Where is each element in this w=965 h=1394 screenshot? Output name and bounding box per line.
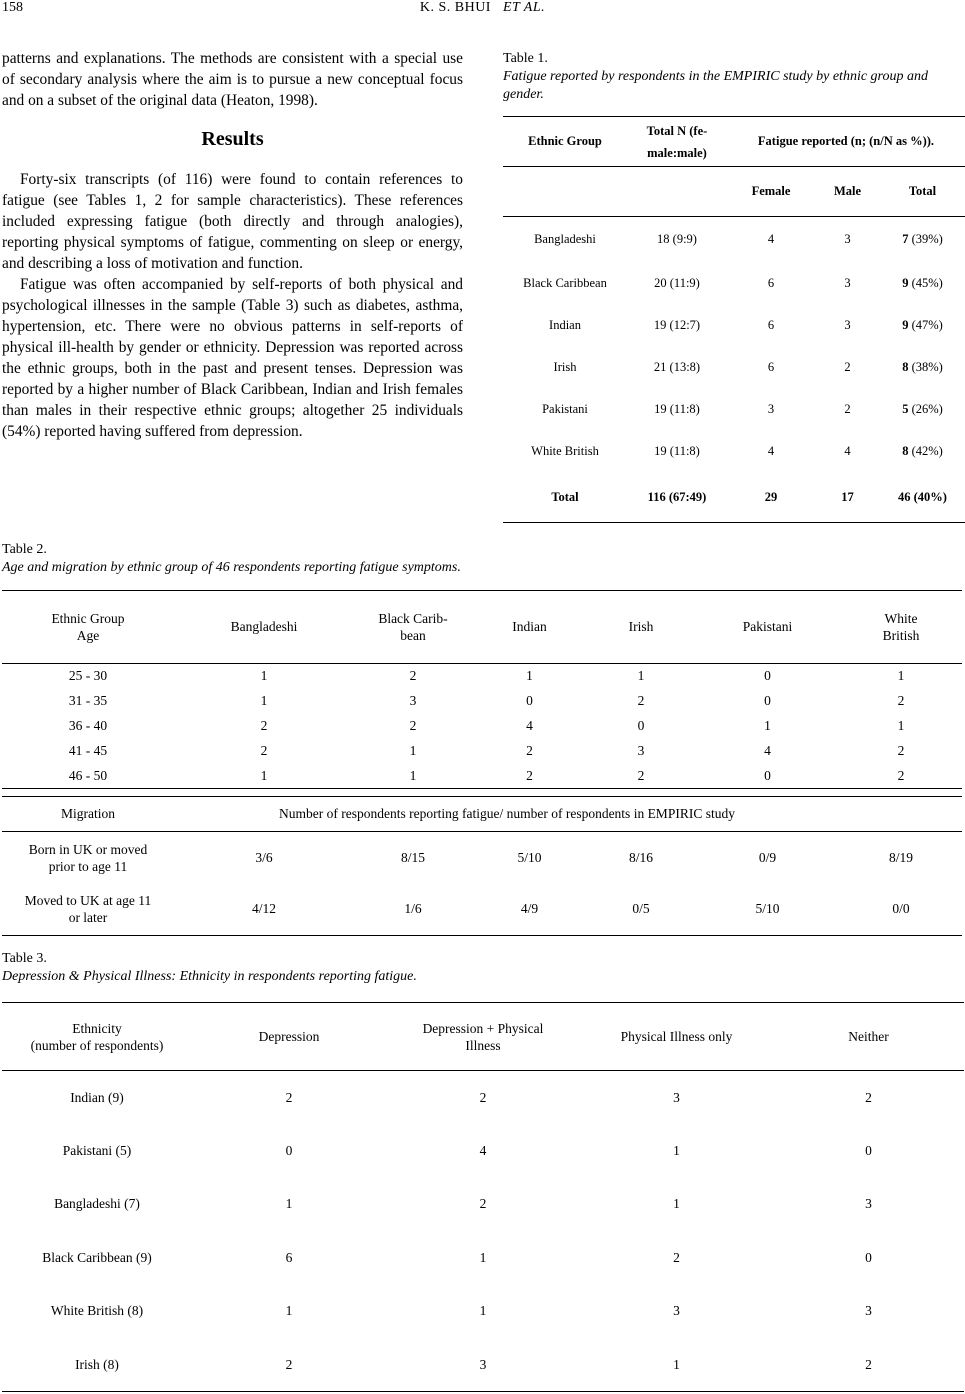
t3-cell-ethnicity: Irish (8) — [75, 1356, 119, 1372]
t2-migration-cell: 8/19 — [888, 849, 913, 865]
t1-cell-total — [880, 347, 965, 389]
t3-cell-value: 3 — [673, 1089, 680, 1105]
t1-cell-female: 4 — [767, 444, 775, 458]
t2-migration-row — [2, 832, 962, 884]
t3-cell-ethnicity: Pakistani (5) — [62, 1142, 132, 1158]
t2-migration-cell: 4/12 — [174, 884, 354, 936]
t2-header-irish: Irish — [587, 591, 695, 664]
t2-age-label: 46 - 50 — [2, 764, 174, 789]
t2-age-cell: 1 — [260, 668, 268, 684]
t2-age-cell: 4 — [764, 743, 771, 758]
t3-cell-value: 2 — [285, 1356, 293, 1372]
t2-age-cell: 2 — [897, 743, 905, 758]
t1-cell-n: 21 (13:8) — [653, 360, 701, 374]
t1-total-total: 46 (40%) — [898, 489, 947, 504]
t2-age-label: 31 - 35 — [68, 693, 108, 708]
t1-row — [503, 305, 965, 347]
t2-age-row — [2, 739, 962, 764]
t3-cell-ethnicity: Black Caribbean (9) — [42, 1249, 152, 1265]
t2-age-cell: 1 — [526, 668, 533, 684]
t1-cell-total — [880, 217, 965, 263]
t3-cell-value: 1 — [285, 1303, 293, 1319]
t3-row — [2, 1071, 964, 1125]
t1-cell-female: 4 — [767, 232, 775, 247]
t3-cell-value: 2 — [865, 1089, 872, 1105]
table2-label: Table 2. — [2, 542, 47, 557]
t1-cell-male: 3 — [844, 318, 851, 332]
t1-sub-total: Total — [908, 184, 937, 198]
t3-cell-value: 3 — [865, 1196, 872, 1212]
t2-corner — [2, 591, 174, 664]
t2-age-cell: 1 — [897, 718, 905, 733]
t2-header-bangladeshi: Bangladeshi — [174, 591, 354, 664]
table3-caption — [2, 950, 962, 986]
t1-total-label: Total — [551, 489, 579, 504]
t2-migration-cell: 3/6 — [255, 849, 273, 865]
t1-cell-n: 19 (11:8) — [654, 444, 700, 458]
t3-cell-value: 1 — [479, 1303, 487, 1319]
t3-cell-value: 2 — [865, 1356, 872, 1372]
table3-label: Table 3. — [2, 951, 47, 966]
t2-migration-note: Number of respondents reporting fatigue/ number of respondents in EMPIRIC study — [174, 797, 840, 832]
table1-title: Fatigue reported by respondents in the EMPIRIC study by ethnic group and gender. — [503, 69, 928, 102]
body-text-column — [2, 48, 463, 442]
t2-migration-cell: 1/6 — [354, 884, 472, 936]
t1-cell-female: 6 — [767, 360, 775, 374]
page-number: 158 — [2, 0, 23, 15]
t2-age-cell: 2 — [472, 764, 587, 789]
t2-age-cell: 0 — [526, 693, 533, 708]
t3-cell-value: 0 — [865, 1249, 872, 1265]
t2-age-cell: 2 — [526, 743, 533, 758]
t1-cell-total-pct: (45%) — [908, 276, 943, 290]
t1-cell-female: 6 — [767, 318, 775, 332]
table3-title: Depression & Physical Illness: Ethnicity in respondents reporting fatigue. — [2, 969, 417, 984]
t1-total-male: 17 — [841, 489, 854, 504]
running-header — [0, 0, 965, 16]
t1-cell-total — [880, 263, 965, 305]
t1-total-n: 116 (67:49) — [647, 489, 707, 504]
table2 — [2, 590, 962, 936]
t2-age-cell: 1 — [637, 668, 645, 684]
paragraph-results-1: Forty-six transcripts (of 116) were found to contain references to fatigue (see Tables 1, 2 for sample characteristics). These references included expressing fatigue (both directly and through analogies), reporting physical symptoms of fatigue, commenting on sleep or energy, and describing a loss of motivation and function. — [2, 171, 463, 272]
t1-cell-total-n: 8 — [902, 444, 909, 458]
t3-header-neither: Neither — [848, 1028, 889, 1044]
t2-age-cell: 1 — [174, 764, 354, 789]
t2-age-row — [2, 764, 962, 789]
t2-age-cell: 2 — [409, 668, 417, 684]
t1-cell-group: White British — [531, 444, 599, 458]
t1-cell-group: Irish — [553, 360, 577, 374]
t1-cell-total-n: 8 — [902, 360, 909, 374]
t2-corner-group: Ethnic Group — [51, 611, 125, 626]
t3-cell-ethnicity: White British (8) — [50, 1303, 144, 1319]
t1-cell-female: 6 — [767, 276, 775, 290]
t2-migration-cell: 8/16 — [628, 849, 653, 865]
t2-header-white-british: White British — [840, 591, 962, 664]
t1-cell-total-pct: (39%) — [908, 232, 943, 247]
table1 — [503, 116, 965, 523]
paragraph-methods: patterns and explanations. The methods are consistent with a special use of secondary analysis where the aim is to pursue a new conceptual focus and on a subset of the original data (Heaton, 1998). — [2, 50, 463, 109]
table2-title: Age and migration by ethnic group of 46 respondents reporting fatigue symptoms. — [2, 560, 461, 575]
t2-migration-cell: 0/5 — [587, 884, 695, 936]
t2-migration-cell: 8/15 — [400, 849, 425, 865]
t3-cell-value: 3 — [673, 1303, 680, 1319]
t3-cell-value: 4 — [479, 1142, 487, 1158]
t1-cell-n: 19 (11:8) — [654, 402, 700, 416]
t1-row — [503, 389, 965, 431]
t1-cell-male: 2 — [844, 360, 851, 374]
t2-migration-cell: 4/9 — [472, 884, 587, 936]
t2-age-label: 36 - 40 — [68, 718, 108, 733]
t3-cell-value: 1 — [673, 1142, 680, 1158]
t3-cell-value: 1 — [673, 1196, 680, 1212]
t2-corner-age: Age — [76, 628, 100, 643]
t3-cell-value: 2 — [673, 1249, 680, 1265]
t1-cell-total-n: 5 — [902, 402, 909, 416]
t2-age-row — [2, 664, 962, 689]
t2-age-cell: 2 — [840, 764, 962, 789]
t2-header-black-caribbean: Black Carib- bean — [354, 591, 472, 664]
t3-header-physical-only: Physical Illness only — [620, 1028, 733, 1044]
t1-cell-group: Pakistani — [542, 402, 588, 416]
t1-cell-total-pct: (47%) — [908, 318, 943, 332]
t1-cell-total — [880, 389, 965, 431]
t2-age-cell: 3 — [409, 693, 417, 708]
t2-migration-cell: 0/0 — [840, 884, 962, 936]
t1-cell-total-n: 9 — [902, 318, 909, 332]
t2-migration-label: Migration — [2, 797, 174, 832]
t1-cell-total-pct: (42%) — [908, 444, 943, 458]
t2-age-label: 41 - 45 — [68, 743, 108, 758]
t1-cell-total-n: 7 — [902, 232, 909, 247]
t2-age-cell: 0 — [764, 693, 771, 708]
t2-header-indian: Indian — [472, 591, 587, 664]
t3-row — [2, 1124, 964, 1178]
t2-migration-cell: 0/9 — [758, 849, 777, 865]
t1-cell-total-n: 9 — [902, 276, 909, 290]
t1-cell-male: 3 — [844, 276, 851, 290]
t3-cell-value: 3 — [865, 1303, 872, 1319]
t1-cell-n: 20 (11:9) — [654, 276, 700, 290]
t2-age-cell: 0 — [764, 668, 771, 684]
t1-cell-female: 3 — [767, 402, 775, 416]
et-al: ET AL. — [502, 0, 546, 15]
t2-age-cell: 1 — [354, 764, 472, 789]
t1-sub-female: Female — [751, 184, 791, 198]
t3-cell-value: 0 — [285, 1142, 293, 1158]
t3-cell-value: 2 — [479, 1196, 487, 1212]
t3-cell-value: 1 — [479, 1249, 487, 1265]
t2-age-cell: 2 — [260, 743, 268, 758]
t3-cell-value: 1 — [285, 1196, 293, 1212]
t2-age-cell: 1 — [764, 718, 771, 733]
t2-age-cell: 2 — [409, 718, 417, 733]
t1-cell-total — [880, 431, 965, 473]
t3-row — [2, 1178, 964, 1232]
t2-age-row — [2, 714, 962, 739]
t2-age-cell: 0 — [695, 764, 840, 789]
results-heading: Results — [201, 128, 264, 150]
t3-header-ethnicity: Ethnicity (number of respondents) — [30, 1020, 164, 1053]
t2-age-cell: 2 — [637, 693, 645, 708]
t2-age-cell: 0 — [637, 718, 645, 733]
table3 — [2, 1002, 964, 1392]
t2-age-cell: 2 — [587, 764, 695, 789]
t2-age-cell: 1 — [260, 693, 268, 708]
t3-cell-value: 1 — [673, 1356, 680, 1372]
table1-label: Table 1. — [503, 51, 548, 66]
t2-age-cell: 1 — [409, 743, 417, 758]
t3-cell-value: 0 — [865, 1142, 872, 1158]
paragraph-results-2: Fatigue was often accompanied by self-reports of both physical and psychological illnesses in the sample (Table 3) such as diabetes, asthma, hypertension, etc. There were no obvious patterns in self-reports of physical ill-health by gender or ethnicity. Depression was reported across the ethnic groups, both in the past and present tenses. Depression was reported by a higher number of Black Caribbean, Indian and Irish females than males in their respective ethnic groups; altogether 25 individuals (54%) reported having suffered from depression. — [2, 276, 463, 440]
t1-cell-group: Bangladeshi — [534, 232, 596, 247]
t2-migration-row-label: Born in UK or moved prior to age 11 — [28, 841, 148, 874]
t3-header-depression-physical: Depression + Physical Illness — [422, 1020, 544, 1053]
t3-cell-value: 6 — [285, 1249, 293, 1265]
t2-migration-cell: 5/10 — [517, 849, 542, 865]
t3-cell-value: 2 — [285, 1089, 293, 1105]
t1-cell-male: 2 — [844, 402, 851, 416]
t2-age-cell: 2 — [260, 718, 268, 733]
t2-age-cell: 4 — [526, 718, 533, 733]
t1-cell-n: 19 (12:7) — [653, 318, 701, 332]
t1-cell-total-pct: (38%) — [908, 360, 943, 374]
t2-header-pakistani: Pakistani — [695, 591, 840, 664]
t1-row — [503, 263, 965, 305]
t3-cell-ethnicity: Indian (9) — [70, 1089, 124, 1105]
table2-caption — [2, 541, 962, 577]
t1-row — [503, 217, 965, 263]
t1-cell-male: 3 — [844, 232, 851, 247]
t1-header-group: Ethnic Group — [528, 134, 602, 148]
t2-age-cell: 3 — [637, 743, 645, 758]
t3-header-depression: Depression — [258, 1028, 320, 1044]
t1-row — [503, 431, 965, 473]
t1-cell-male: 4 — [844, 444, 851, 458]
t1-cell-group: Black Caribbean — [523, 276, 607, 290]
t1-sub-male: Male — [833, 184, 862, 198]
t2-migration-cell: 5/10 — [695, 884, 840, 936]
table1-caption — [503, 50, 965, 104]
t3-cell-value: 3 — [479, 1356, 487, 1372]
t2-migration-row-label: Moved to UK at age 11 or later — [2, 884, 174, 936]
t2-age-row — [2, 689, 962, 714]
t1-total-female: 29 — [764, 489, 778, 504]
t1-cell-total-pct: (26%) — [908, 402, 943, 416]
t3-row — [2, 1338, 964, 1392]
t1-header-fatigue: Fatigue reported (n; (n/N as %)). — [757, 134, 935, 148]
t3-row — [2, 1231, 964, 1285]
t3-row — [2, 1285, 964, 1339]
t2-age-cell: 2 — [897, 693, 905, 708]
t1-cell-n: 18 (9:9) — [657, 232, 697, 247]
t1-cell-total — [880, 305, 965, 347]
t3-cell-ethnicity: Bangladeshi (7) — [54, 1196, 140, 1212]
t1-header-totaln: Total N (fe- male:male) — [646, 123, 708, 160]
t2-age-label: 25 - 30 — [68, 668, 108, 684]
t3-cell-value: 2 — [479, 1089, 487, 1105]
t2-migration-row — [2, 884, 962, 936]
t1-cell-group: Indian — [549, 318, 581, 332]
author-name: K. S. BHUI — [419, 0, 491, 15]
t1-row — [503, 347, 965, 389]
t2-age-cell: 1 — [897, 668, 905, 684]
